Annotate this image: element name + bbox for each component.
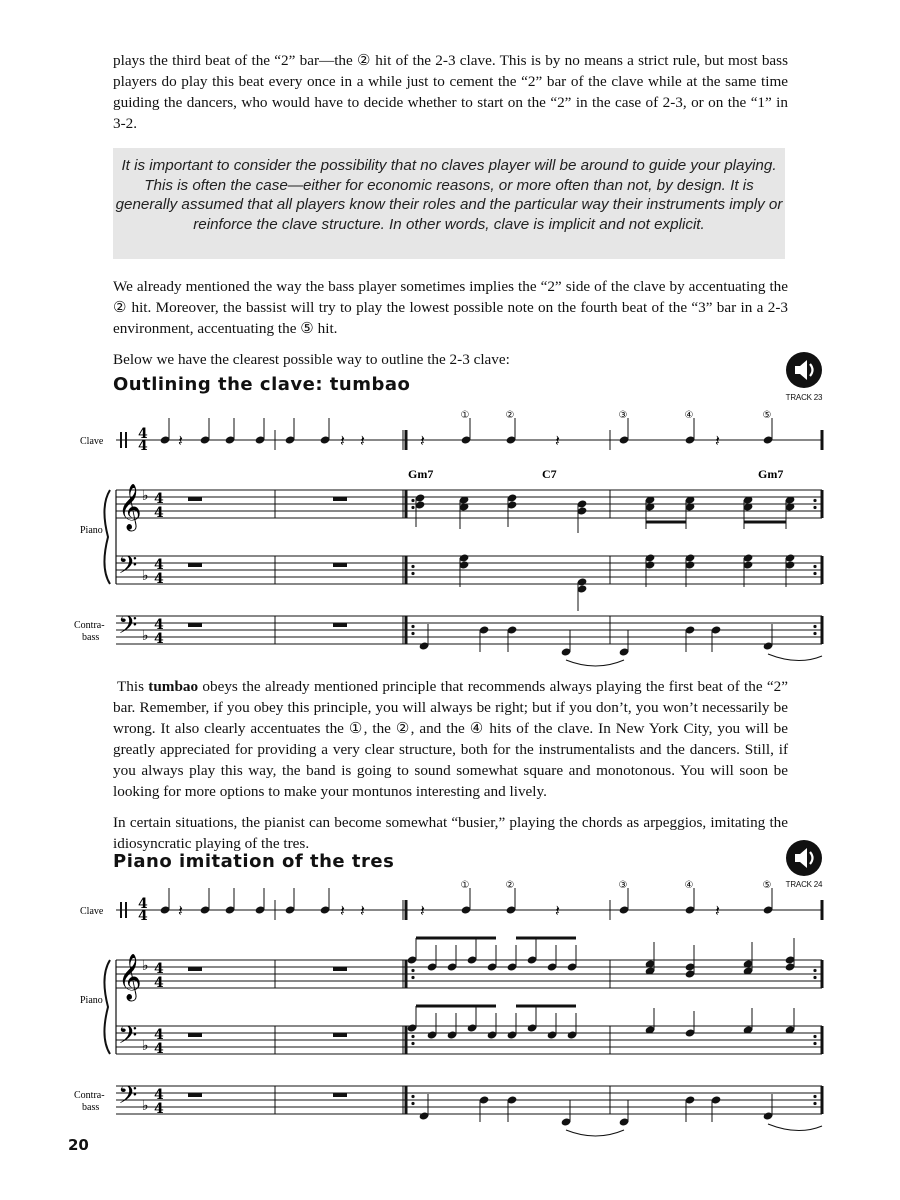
example-2-title: Piano imitation of the tres bbox=[113, 851, 395, 872]
bass-clef: 𝄢 bbox=[118, 551, 138, 586]
percussion-clef bbox=[125, 902, 127, 918]
whole-rest bbox=[333, 1033, 347, 1037]
rest: 𝄽 bbox=[715, 431, 720, 450]
treble-clef: 𝄞 bbox=[118, 954, 142, 1000]
speaker-icon[interactable] bbox=[784, 350, 824, 390]
rest: 𝄽 bbox=[360, 431, 365, 450]
chord-symbol: Gm7 bbox=[408, 467, 434, 481]
repeat-dot bbox=[411, 499, 414, 502]
clave-hit-number: ③ bbox=[618, 880, 628, 891]
piano-brace bbox=[104, 490, 110, 584]
whole-rest bbox=[188, 1033, 202, 1037]
time-signature: 4 bbox=[154, 975, 164, 991]
repeat-dot bbox=[813, 1042, 816, 1045]
clave-hit-number: ⑤ bbox=[762, 880, 772, 891]
percussion-clef bbox=[125, 432, 127, 448]
time-signature: 4 bbox=[154, 961, 164, 977]
tie bbox=[566, 660, 624, 666]
rest: 𝄽 bbox=[340, 431, 345, 450]
score-example-2 bbox=[0, 878, 900, 1138]
whole-rest bbox=[188, 1093, 202, 1097]
repeat-dot bbox=[411, 1042, 414, 1045]
whole-rest bbox=[333, 967, 347, 971]
time-signature: 4 bbox=[138, 896, 148, 912]
rest: 𝄽 bbox=[178, 431, 183, 450]
staff-label-bass: Contra- bbox=[74, 1090, 105, 1101]
repeat-dot bbox=[813, 506, 816, 509]
time-signature: 4 bbox=[154, 505, 164, 521]
score-example-1 bbox=[0, 408, 900, 668]
staff-label-bass: Contra- bbox=[74, 620, 105, 631]
repeat-dot bbox=[813, 1035, 816, 1038]
clave-hit-number: ① bbox=[460, 880, 470, 891]
staff-label-piano: Piano bbox=[80, 525, 103, 536]
whole-rest bbox=[188, 967, 202, 971]
speaker-icon[interactable] bbox=[784, 838, 824, 878]
percussion-clef bbox=[120, 432, 122, 448]
time-signature: 4 bbox=[154, 1027, 164, 1043]
clave-hit-number: ⑤ bbox=[762, 410, 772, 421]
chord-symbol: C7 bbox=[542, 467, 557, 481]
paragraph-2: We already mentioned the way the bass player sometimes implies the “2” side of the clave by accentuating the ② hit. Moreover, the bassist will try to play the lowest possible note on the fourth beat of the “3” bar in a 2-3 environment, accentuating the ⑤ hit. bbox=[113, 278, 788, 337]
repeat-dot bbox=[813, 976, 816, 979]
whole-rest bbox=[188, 623, 202, 627]
rest: 𝄽 bbox=[420, 431, 425, 450]
clave-hit-number: ② bbox=[505, 410, 515, 421]
clave-hit-number: ② bbox=[505, 880, 515, 891]
staff-label-clave: Clave bbox=[80, 436, 104, 447]
paragraph-5: In certain situations, the pianist can become somewhat “busier,” playing the chords as arpeggios, imitating the idiosyncratic playing of the tres. bbox=[113, 814, 788, 852]
tie bbox=[768, 654, 822, 661]
paragraph-1: plays the third beat of the “2” bar—the ② hit of the 2-3 clave. This is by no means a strict rule, but most bass players do play this beat every once in a while just to cement the “2” bar of the clave while at the same time guiding the dancers, who would have to decide whether to start on the “2” in the case of 2-3, or on the “1” in 3-2. bbox=[113, 52, 788, 132]
flat-sign: ♭ bbox=[142, 628, 149, 644]
piano-brace bbox=[104, 960, 110, 1054]
time-signature: 4 bbox=[154, 1041, 164, 1057]
repeat-dot bbox=[411, 976, 414, 979]
repeat-dot bbox=[411, 632, 414, 635]
rest: 𝄽 bbox=[555, 901, 560, 920]
bass-clef: 𝄢 bbox=[118, 611, 138, 646]
staff-label-bass: bass bbox=[82, 632, 100, 643]
repeat-dot bbox=[813, 565, 816, 568]
repeat-dot bbox=[411, 625, 414, 628]
percussion-clef bbox=[120, 902, 122, 918]
repeat-dot bbox=[411, 572, 414, 575]
whole-rest bbox=[333, 497, 347, 501]
repeat-dot bbox=[813, 969, 816, 972]
track-label-24: TRACK 24 bbox=[785, 880, 823, 889]
flat-sign: ♭ bbox=[142, 1038, 149, 1054]
clave-hit-number: ④ bbox=[684, 880, 694, 891]
clave-hit-number: ③ bbox=[618, 410, 628, 421]
time-signature: 4 bbox=[154, 1087, 164, 1103]
repeat-dot bbox=[813, 632, 816, 635]
clave-hit-number: ① bbox=[460, 410, 470, 421]
flat-sign: ♭ bbox=[142, 568, 149, 584]
repeat-dot bbox=[813, 572, 816, 575]
time-signature: 4 bbox=[138, 426, 148, 442]
clave-hit-number: ④ bbox=[684, 410, 694, 421]
quote-box bbox=[113, 148, 785, 259]
repeat-dot bbox=[411, 565, 414, 568]
time-signature: 4 bbox=[138, 908, 148, 924]
whole-rest bbox=[188, 497, 202, 501]
flat-sign: ♭ bbox=[142, 958, 149, 974]
tie bbox=[768, 1124, 822, 1131]
whole-rest bbox=[333, 623, 347, 627]
staff-label-piano: Piano bbox=[80, 995, 103, 1006]
staff-label-clave: Clave bbox=[80, 906, 104, 917]
whole-rest bbox=[188, 563, 202, 567]
rest: 𝄽 bbox=[715, 901, 720, 920]
flat-sign: ♭ bbox=[142, 488, 149, 504]
repeat-dot bbox=[813, 1095, 816, 1098]
track-label-23: TRACK 23 bbox=[785, 393, 823, 402]
whole-rest bbox=[333, 1093, 347, 1097]
time-signature: 4 bbox=[154, 617, 164, 633]
time-signature: 4 bbox=[138, 438, 148, 454]
time-signature: 4 bbox=[154, 1101, 164, 1117]
repeat-dot bbox=[411, 506, 414, 509]
repeat-dot bbox=[411, 969, 414, 972]
time-signature: 4 bbox=[154, 557, 164, 573]
repeat-dot bbox=[813, 1102, 816, 1105]
whole-rest bbox=[333, 563, 347, 567]
rest: 𝄽 bbox=[178, 901, 183, 920]
term-tumbao: tumbao bbox=[148, 678, 199, 695]
repeat-dot bbox=[813, 499, 816, 502]
flat-sign: ♭ bbox=[142, 1098, 149, 1114]
paragraph-3: Below we have the clearest possible way to outline the 2-3 clave: bbox=[113, 351, 510, 368]
time-signature: 4 bbox=[154, 631, 164, 647]
bass-clef: 𝄢 bbox=[118, 1081, 138, 1116]
tie bbox=[566, 1130, 624, 1136]
time-signature: 4 bbox=[154, 571, 164, 587]
rest: 𝄽 bbox=[360, 901, 365, 920]
staff-label-bass: bass bbox=[82, 1102, 100, 1113]
repeat-dot bbox=[813, 625, 816, 628]
chord-symbol: Gm7 bbox=[758, 467, 784, 481]
example-1-title: Outlining the clave: tumbao bbox=[113, 374, 411, 395]
paragraph-4: This tumbao obeys the already mentioned principle that recommends always playing the first beat of the “2” bar. Remember, if you obey this principle, you will always be right; but if you don’t, you won’t necessarily be wrong. It also clearly accentuates the ①, the ②, and the ④ hits of the clave. In New York City, you will be greatly appreciated for providing a very clear structure, both for the instrumentalists and the dancers. Still, if you always play this way, the band is going to sound somewhat square and monotonous. You will soon be looking for more options to make your montunos interesting and lively. bbox=[113, 678, 788, 800]
time-signature: 4 bbox=[154, 491, 164, 507]
treble-clef: 𝄞 bbox=[118, 484, 142, 530]
bass-clef: 𝄢 bbox=[118, 1021, 138, 1056]
page-number: 20 bbox=[68, 1136, 89, 1154]
rest: 𝄽 bbox=[555, 431, 560, 450]
repeat-dot bbox=[411, 1102, 414, 1105]
rest: 𝄽 bbox=[420, 901, 425, 920]
rest: 𝄽 bbox=[340, 901, 345, 920]
repeat-dot bbox=[411, 1035, 414, 1038]
quote-text: It is important to consider the possibility that no claves player will be around to guide your playing. This is often the case—either for economic reasons, or more often than not, by design. It is generally assumed that all players know their roles and the particular way their instruments imply or reinforce the clave structure. In other words, clave is implicit and not explicit. bbox=[115, 157, 783, 233]
repeat-dot bbox=[411, 1095, 414, 1098]
